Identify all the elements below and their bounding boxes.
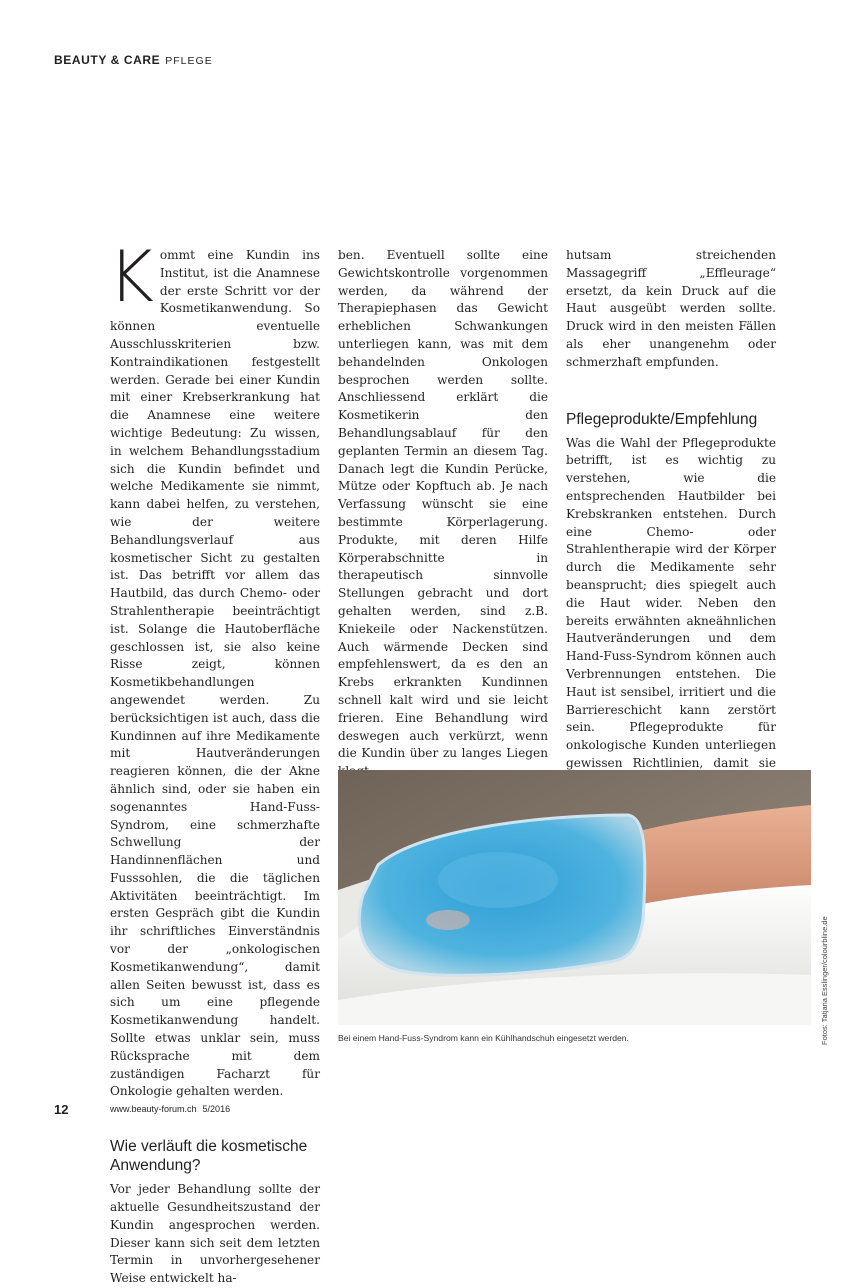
website-url: www.beauty-forum.ch	[110, 1104, 197, 1114]
cooling-glove-photo	[338, 770, 811, 1025]
drop-cap: K	[108, 236, 154, 318]
page-number: 12	[54, 1102, 69, 1117]
paragraph-behandlung: ben. Eventuell sollte eine Gewichtskontrolle vorgenommen werden, da während der Therapiephasen das Gewicht erheblichen Schwankungen unterliegen kann, was mit dem behandelnden Onkologen besprochen werden sollte. Anschliessend erklärt die Kosmetikerin den Behandlungsablauf für den geplanten Termin an diesem Tag. Danach legt die Kundin Perücke, Mütze oder Kopftuch ab. Je nach Verfassung wünscht sie eine bestimmte Körperlagerung. Produkte, mit deren Hilfe Körperabschnitte in therapeutisch sinnvolle Stellungen gebracht und dort gehalten werden, sind z.B. Kniekeile oder Nackenstützen. Auch wärmende Decken sind empfehlenswert, da es den an Krebs erkrankten Kundinnen schnell kalt wird und sie leicht frieren. Eine Behandlung wird deswegen auch verkürzt, wenn die Kundin über zu langes Liegen	[338, 248, 548, 761]
subheading-anwendung: Wie verläuft die kosmetische Anwendung?	[110, 1138, 308, 1175]
subsection-label: PFLEGE	[165, 55, 213, 67]
intro-paragraph: ommt eine Kundin ins Institut, ist die Anamnese der erste Schritt vor der Kosmetikanwendung. So können eventuelle Ausschlusskriterien bzw. Kontraindikationen festgestellt werden. Gerade bei einer Kundin mit einer Krebserkrankung hat die Anamnese eine weitere wichtige Bedeutung: Zu wissen, in welchem Behandlungsstadium sich die Kundin befindet und welche Medikamente sie nimmt, kann dabei helfen, zu verstehen, wie der weitere Behandlungsverlauf aus kosmetischer Sicht zu gestalten ist. Das betrifft vor allem das Hautbild, das durch Chemo- oder Strahlentherapie beeinträchtigt ist. Solange die Hautoberfläche geschlossen ist, sie also keine Risse zeigt, können Kosmetikbehandlungen angewendet werden. Zu berücksichtigen ist auch, dass die Kundinnen auf ihre Medikamente mit Hautveränderungen reagieren können, die der Akne ähnlich sind, oder sie haben ein sogenanntes Hand-Fuss-Syndrom, eine schmerzhafte Schwellung der Handinnenflächen und Fusssohlen, die die täglichen Aktivitäten beeinträchtigt. Im ersten Gespräch gibt die Kundin ihr schriftliches Einverständnis vor der „onkologischen Kosmetikanwendung“, damit allen Seiten bewusst ist, dass es sich um eine pflegende Kosmetikanwendung handelt. Sollte etwas unklar sein, muss Rücksprache mit dem zuständigen Facharzt für Onkologie gehalten werden.	[110, 248, 320, 1099]
photo-caption: Bei einem Hand-Fuss-Syndrom kann ein Kühlhandschuh eingesetzt werden.	[338, 1033, 629, 1043]
article-column-1	[108, 236, 320, 1288]
issue-number: 5/2016	[202, 1104, 231, 1114]
paragraph-anwendung: Vor jeder Behandlung sollte der aktuelle Gesundheitszustand der Kundin angesprochen werden. Dieser kann sich seit dem letzten Termin in unvorhergesehener Weise entwickelt ha-	[110, 1182, 320, 1286]
section-label: BEAUTY & CARE	[54, 53, 161, 67]
paragraph-pflegeprodukte: Was die Wahl der Pflegeprodukte betrifft, ist es wichtig zu verstehen, wie die entsprechenden Hautbilder bei Krebskranken entstehen. Durch eine Chemo- oder Strahlentherapie wird der Körper durch die Medikamente sehr beansprucht; dies spiegelt auch die Haut wider. Neben den bereits erwähnten akneähnlichen Hautveränderungen und dem Hand-Fuss-Syndrom können auch Verbrennungen entstehen. Die Haut ist sensibel, irritiert und die Barriereschicht kann zerstört sein. Pflegeprodukte für onkologische Kunden unterliegen gewissen Richtlinien, damit sie	[566, 435, 776, 770]
photo-credit: Fotos: Tatjana Esslinger/colourbline.de	[820, 916, 829, 1045]
cooling-glove-illustration	[338, 770, 811, 1025]
paragraph-effleurage: hutsam streichenden Massagegriff „Effleurage“ ersetzt, da kein Druck auf die Haut ausgeübt werden sollte. Druck wird in den meisten Fällen als eher unangenehm oder schmerzhaft empfunden.	[566, 248, 776, 369]
footer-info	[110, 1104, 230, 1114]
page-header	[54, 53, 213, 67]
subheading-pflegeprodukte: Pflegeprodukte/Empfehlung	[566, 410, 758, 428]
